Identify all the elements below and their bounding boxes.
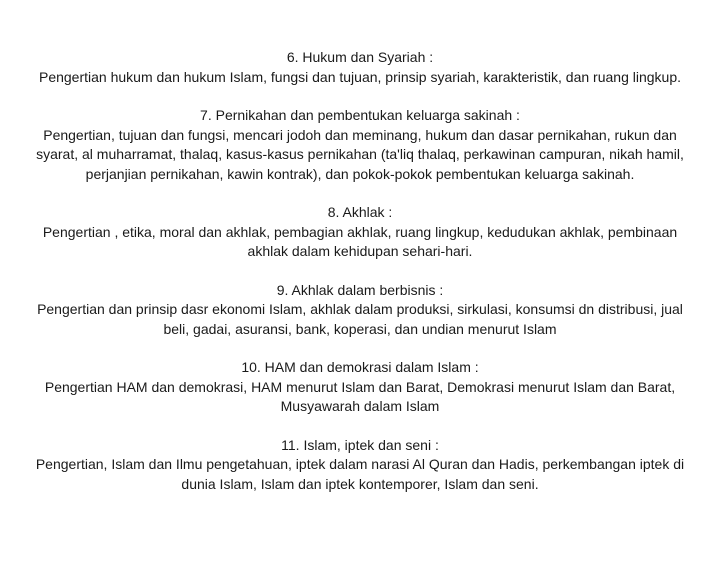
section-hukum-syariah xyxy=(30,48,690,87)
section-heading: 6. Hukum dan Syariah : xyxy=(286,49,434,65)
section-akhlak-berbisnis xyxy=(30,281,690,340)
section-body: Pengertian, Islam dan Ilmu pengetahuan, iptek dalam narasi Al Quran dan Hadis, perkembangan iptek di dunia Islam, Islam dan iptek kontemporer, Islam dan seni. xyxy=(35,456,685,492)
section-akhlak xyxy=(30,203,690,262)
section-heading: 10. HAM dan demokrasi dalam Islam : xyxy=(241,359,479,375)
section-pernikahan xyxy=(30,106,690,184)
section-body: Pengertian , etika, moral dan akhlak, pembagian akhlak, ruang lingkup, kedudukan akhlak, pembinaan akhlak dalam kehidupan sehari-hari. xyxy=(42,223,678,259)
section-body: Pengertian, tujuan dan fungsi, mencari jodoh dan meminang, hukum dan dasar pernikahan, rukun dan syarat, al muharramat, thalaq, kasus-kasus pernikahan (ta'liq thalaq, perkawinan campuran, nikah hamil, perjanjian pernikahan, kawin kontrak), dan pokok-pokok pembentukan keluarga sakinah. xyxy=(36,126,684,182)
section-islam-iptek-seni xyxy=(30,436,690,495)
section-heading: 11. Islam, iptek dan seni : xyxy=(281,436,439,453)
section-body: Pengertian dan prinsip dasr ekonomi Islam, akhlak dalam produksi, sirkulasi, konsumsi dn distribusi, jual beli, gadai, asuransi, bank, koperasi, dan undian menurut Islam xyxy=(37,301,683,337)
section-ham-demokrasi xyxy=(30,358,690,417)
section-body: Pengertian hukum dan hukum Islam, fungsi dan tujuan, prinsip syariah, karakteristik, dan ruang lingkup. xyxy=(38,68,682,85)
section-body: Pengertian HAM dan demokrasi, HAM menurut Islam dan Barat, Demokrasi menurut Islam dan Barat, Musyawarah dalam Islam xyxy=(44,378,676,414)
section-heading: 9. Akhlak dalam berbisnis : xyxy=(276,281,444,298)
document-content xyxy=(30,48,690,494)
section-heading: 8. Akhlak : xyxy=(327,204,393,220)
section-heading: 7. Pernikahan dan pembentukan keluarga sakinah : xyxy=(200,107,520,123)
